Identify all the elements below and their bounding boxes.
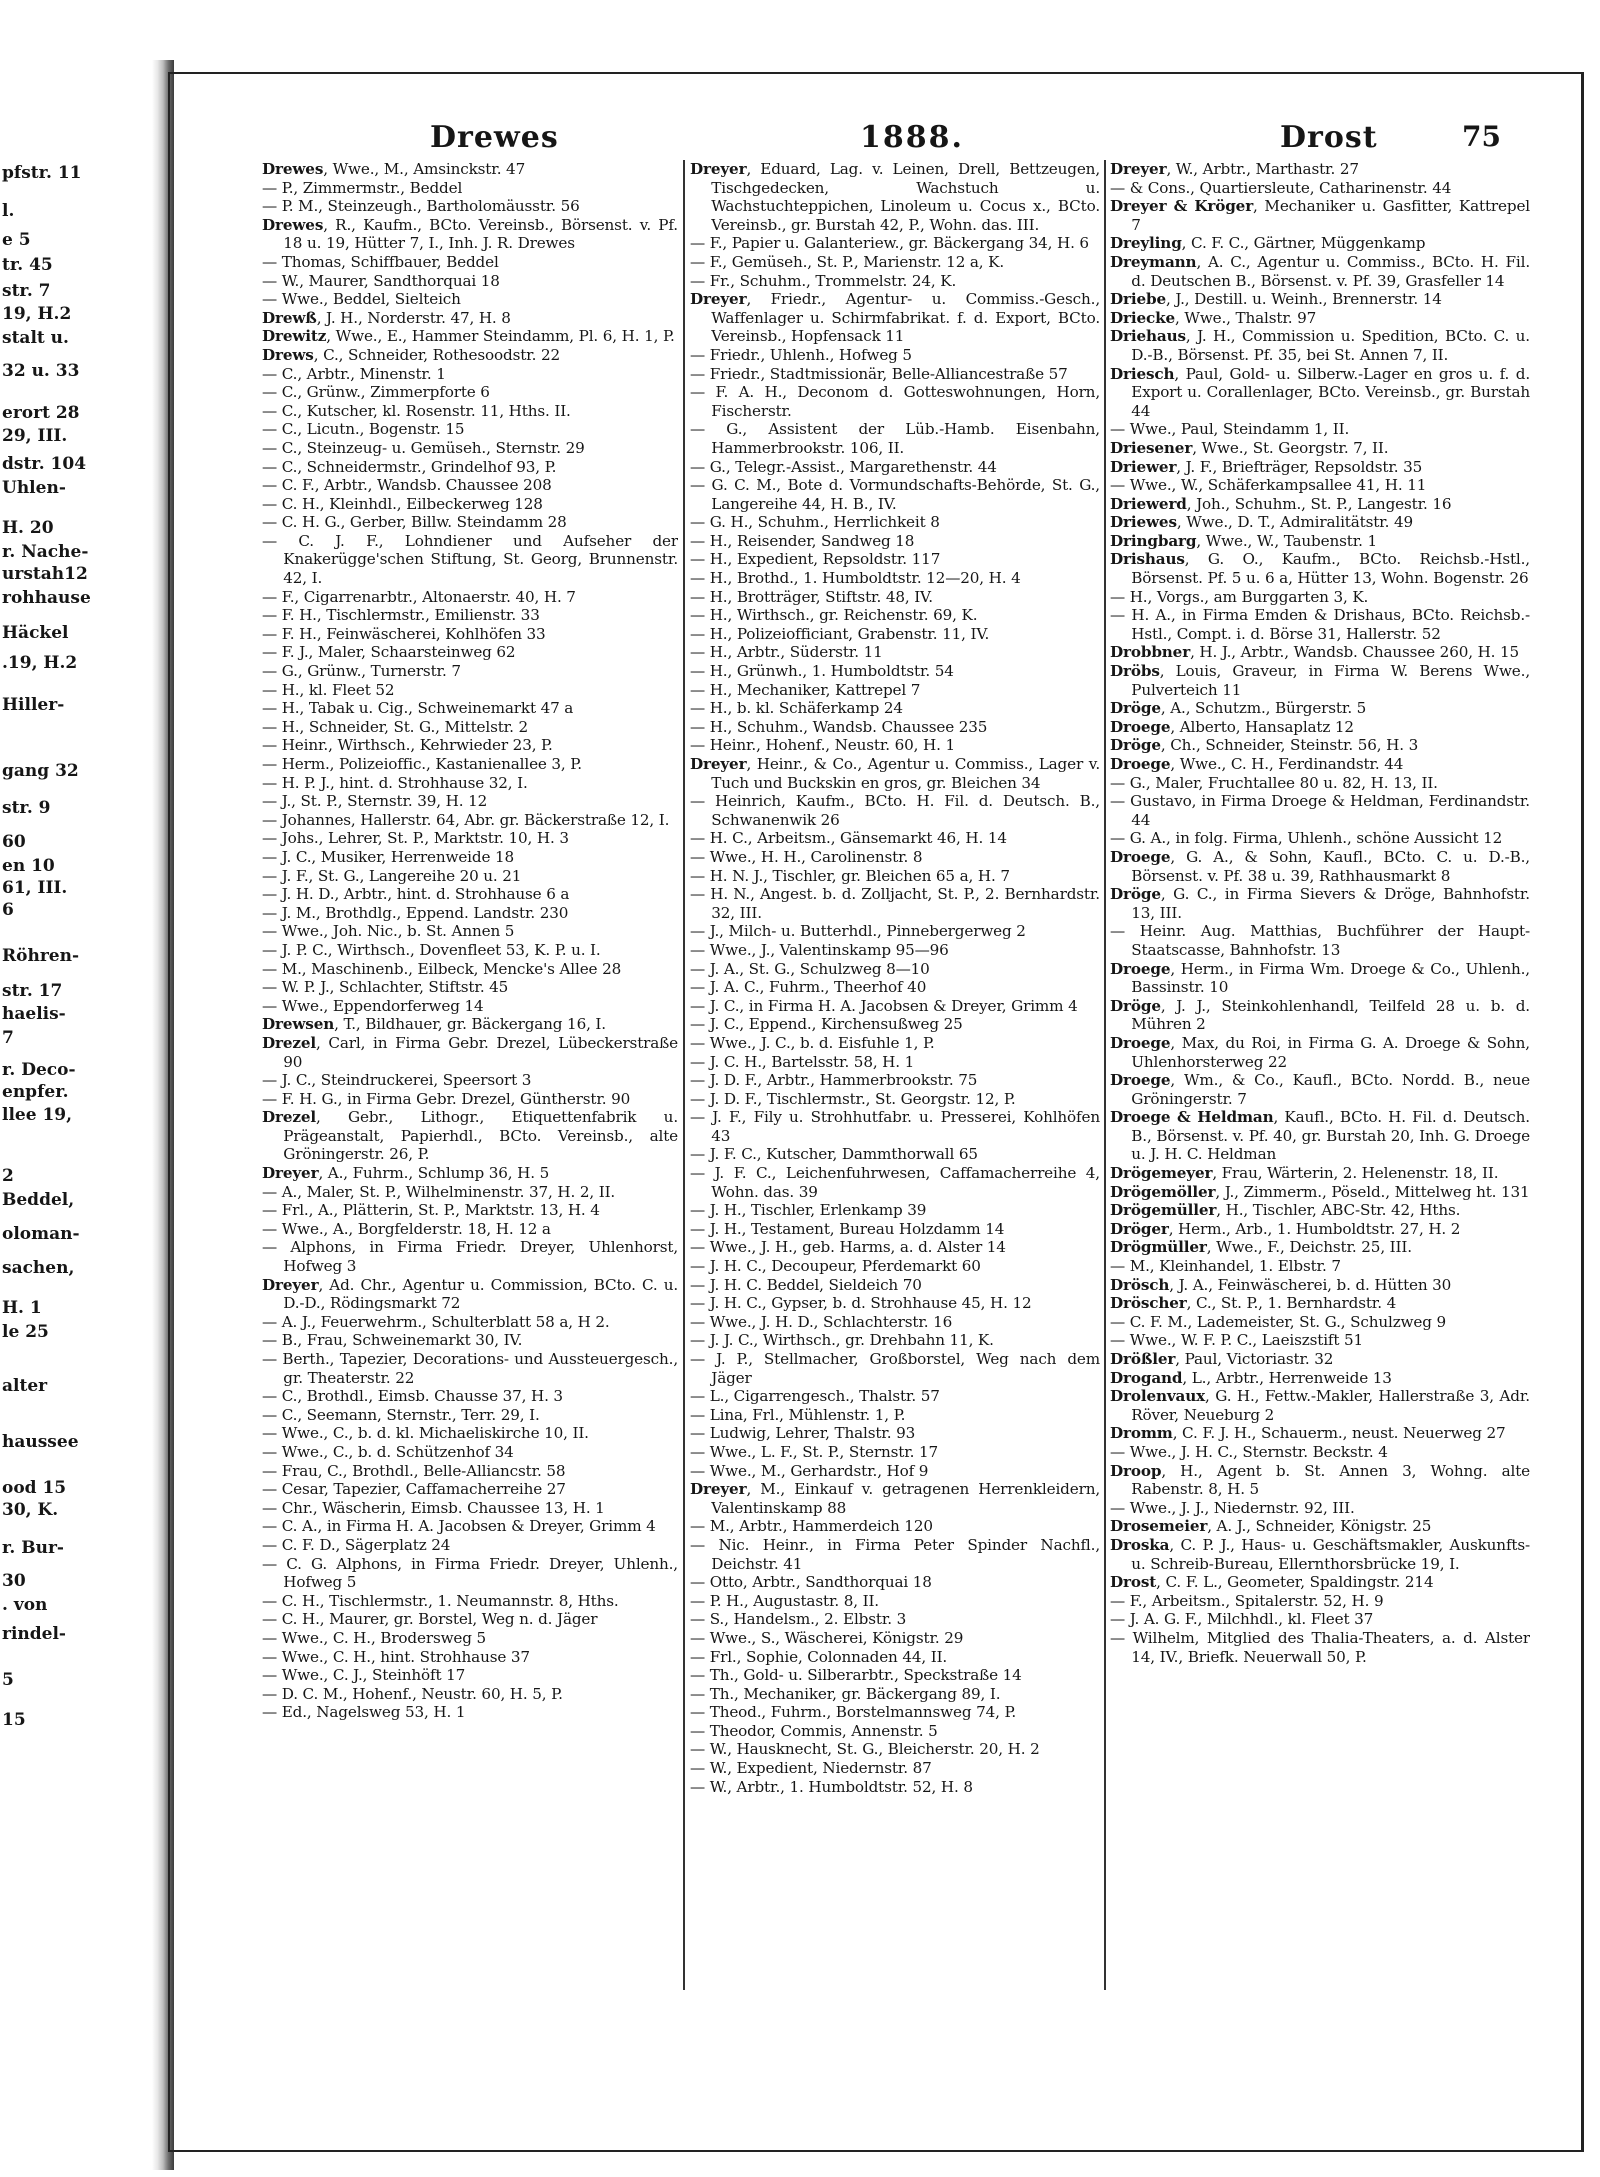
previous-page-text: 19, H.2 (2, 304, 72, 324)
directory-entry: — J. H., Testament, Bureau Holzdamm 14 (690, 1219, 1005, 1238)
directory-entry: — Frau, C., Brothdl., Belle-Alliancstr. 58 (262, 1461, 566, 1480)
directory-entry: — C. H., Kleinhdl., Eilbeckerweg 128 (262, 494, 543, 513)
directory-entry: — F. J., Maler, Schaarsteinweg 62 (262, 643, 516, 662)
directory-entry: Driesch, Paul, Gold- u. Silberw.-Lager en gros u. f. d. Export u. Corallenlager, BCto. Vereinsb., gr. Burstah 44 (1110, 364, 1530, 420)
directory-entry: — J. P. C., Wirthsch., Dovenfleet 53, K. P. u. I. (262, 940, 601, 959)
directory-entry: — Ed., Nagelsweg 53, H. 1 (262, 1703, 466, 1722)
previous-page-text: en 10 (2, 856, 55, 876)
directory-entry: Drögemeyer, Frau, Wärterin, 2. Helenenstr. 18, II. (1110, 1164, 1499, 1183)
directory-entry: Dreyer, Ad. Chr., Agentur u. Commission, BCto. C. u. D.-D., Rödingsmarkt 72 (262, 1275, 678, 1313)
directory-entry: — Wwe., C. J., Steinhöft 17 (262, 1666, 466, 1685)
column-rule (683, 160, 685, 1990)
directory-entry: — W., Arbtr., 1. Humboldtstr. 52, H. 8 (690, 1777, 973, 1796)
previous-page-text: erort 28 (2, 403, 80, 423)
directory-entry: — M., Arbtr., Hammerdeich 120 (690, 1517, 933, 1536)
directory-entry: — H. N., Angest. b. d. Zolljacht, St. P., 2. Bernhardstr. 32, III. (690, 885, 1100, 922)
directory-entry: Driewer, J. F., Briefträger, Repsoldstr. 35 (1110, 457, 1423, 476)
directory-entry: — Wwe., L. F., St. P., Sternstr. 17 (690, 1442, 939, 1461)
directory-entry: Drolenvaux, G. H., Fettw.-Makler, Hallerstraße 3, Adr. Röver, Neueburg 2 (1110, 1387, 1530, 1424)
directory-entry: — Wwe., C. H., hint. Strohhause 37 (262, 1647, 530, 1666)
previous-page-text: tr. 45 (2, 255, 53, 275)
directory-entry: — Th., Gold- u. Silberarbtr., Speckstraße 14 (690, 1666, 1022, 1685)
directory-entry: — H., Schuhm., Wandsb. Chaussee 235 (690, 717, 988, 736)
previous-page-text: llee 19, (2, 1105, 73, 1125)
directory-entry: Drögmüller, Wwe., F., Deichstr. 25, III. (1110, 1238, 1412, 1257)
directory-entry: Droege, Wwe., C. H., Ferdinandstr. 44 (1110, 755, 1404, 773)
directory-entry: — H., Expedient, Repsoldstr. 117 (690, 550, 941, 569)
previous-page-text: rohhause (2, 588, 91, 608)
directory-entry: — Wwe., S., Wäscherei, Königstr. 29 (690, 1628, 964, 1647)
directory-entry: — J. P., Stellmacher, Großborstel, Weg nach dem Jäger (690, 1350, 1100, 1387)
previous-page-text: str. 7 (2, 281, 51, 301)
directory-entry: — C. H. G., Gerber, Billw. Steindamm 28 (262, 513, 567, 532)
directory-entry: Drezel, Carl, in Firma Gebr. Drezel, Lübeckerstraße 90 (262, 1033, 678, 1071)
directory-entry: Dreyer & Kröger, Mechaniker u. Gasfitter, Kattrepel 7 (1110, 197, 1530, 234)
directory-entry: — C., Seemann, Sternstr., Terr. 29, I. (262, 1405, 540, 1424)
directory-entry: — W. P. J., Schlachter, Stiftstr. 45 (262, 978, 509, 997)
directory-entry: — J. F., St. G., Langereihe 20 u. 21 (262, 866, 522, 885)
directory-entry: — Heinr., Wirthsch., Kehrwieder 23, P. (262, 736, 553, 755)
directory-entry: — Wwe., C. H., Brodersweg 5 (262, 1628, 487, 1647)
directory-entry: — J. F. C., Leichenfuhrwesen, Caffamacherreihe 4, Wohn. das. 39 (690, 1164, 1100, 1201)
directory-entry: — Wwe., J. H., geb. Harms, a. d. Alster 14 (690, 1238, 1006, 1257)
directory-entry: — F., Arbeitsm., Spitalerstr. 52, H. 9 (1110, 1591, 1384, 1610)
previous-page-text: str. 9 (2, 798, 51, 818)
directory-entry: Drewes, Wwe., M., Amsinckstr. 47 (262, 160, 526, 178)
directory-entry: — H., Polizeiofficiant, Grabenstr. 11, IV. (690, 624, 990, 643)
previous-page-text: pfstr. 11 (2, 163, 82, 183)
directory-entry: — F. H., Feinwäscherei, Kohlhöfen 33 (262, 624, 546, 643)
directory-entry: — H., Tabak u. Cig., Schweinemarkt 47 a (262, 699, 574, 718)
directory-entry: — H., Reisender, Sandweg 18 (690, 531, 915, 550)
directory-entry: — G., Assistent der Lüb.-Hamb. Eisenbahn, Hammerbrookstr. 106, II. (690, 420, 1100, 457)
directory-column-3 (1110, 160, 1530, 1960)
directory-entry: Driecke, Wwe., Thalstr. 97 (1110, 308, 1317, 327)
directory-entry: — G. A., in folg. Firma, Uhlenh., schöne Aussicht 12 (1110, 829, 1503, 848)
directory-entry: — J. C., Musiker, Herrenweide 18 (262, 847, 514, 866)
directory-entry: Drewes, R., Kaufm., BCto. Vereinsb., Börsenst. v. Pf. 18 u. 19, Hütter 7, I., Inh. J. R. Drewes (262, 215, 678, 253)
directory-entry: — J. J. C., Wirthsch., gr. Drehbahn 11, K. (690, 1331, 994, 1350)
directory-entry: Dringbarg, Wwe., W., Taubenstr. 1 (1110, 531, 1377, 550)
directory-entry: — J. A. G. F., Milchhdl., kl. Fleet 37 (1110, 1610, 1374, 1629)
directory-entry: — C. F., Arbtr., Wandsb. Chaussee 208 (262, 476, 552, 495)
directory-entry: Drößler, Paul, Victoriastr. 32 (1110, 1350, 1334, 1368)
header-right-catchword: Drost (1280, 120, 1378, 155)
directory-entry: — Frl., Sophie, Colonnaden 44, II. (690, 1647, 948, 1666)
directory-entry: — C. F. M., Lademeister, St. G., Schulzweg 9 (1110, 1312, 1447, 1331)
previous-page-text: 15 (2, 1710, 26, 1730)
directory-entry: Drogand, L., Arbtr., Herrenweide 13 (1110, 1368, 1392, 1387)
previous-page-text: dstr. 104 (2, 454, 87, 474)
directory-column-2 (690, 160, 1100, 1960)
directory-entry: — Th., Mechaniker, gr. Bäckergang 89, I. (690, 1684, 1001, 1703)
directory-entry: — G., Telegr.-Assist., Margarethenstr. 44 (690, 457, 997, 476)
previous-page-text: le 25 (2, 1322, 49, 1342)
directory-entry: — J. H., Tischler, Erlenkamp 39 (690, 1201, 927, 1220)
directory-entry: — H. P. J., hint. d. Strohhause 32, I. (262, 773, 528, 792)
previous-page-text: Hiller- (2, 695, 65, 715)
previous-page-text: sachen, (2, 1258, 75, 1278)
directory-entry: Drösch, J. A., Feinwäscherei, b. d. Hütten 30 (1110, 1275, 1452, 1294)
directory-entry: — G. H., Schuhm., Herrlichkeit 8 (690, 513, 940, 532)
directory-entry: — H., b. kl. Schäferkamp 24 (690, 699, 903, 718)
directory-entry: Droop, H., Agent b. St. Annen 3, Wohng. alte Rabenstr. 8, H. 5 (1110, 1461, 1530, 1499)
directory-entry: — C., Arbtr., Minenstr. 1 (262, 364, 446, 383)
header-left-catchword: Drewes (430, 120, 559, 155)
directory-entry: — Wwe., Paul, Steindamm 1, II. (1110, 420, 1350, 439)
directory-entry: Dröge, G. C., in Firma Sievers & Dröge, Bahnhofstr. 13, III. (1110, 885, 1530, 922)
directory-entry: Drögemüller, H., Tischler, ABC-Str. 42, Hths. (1110, 1201, 1461, 1220)
directory-entry: — J. H. D., Arbtr., hint. d. Strohhause 6 a (262, 885, 570, 904)
directory-entry: Dromm, C. F. J. H., Schauerm., neust. Neuerweg 27 (1110, 1424, 1506, 1443)
directory-entry: Drewsen, T., Bildhauer, gr. Bäckergang 16, I. (262, 1015, 606, 1034)
previous-page-text: enpfer. (2, 1082, 69, 1102)
directory-entry: — H., Wirthsch., gr. Reichenstr. 69, K. (690, 606, 978, 625)
directory-entry: — G., Grünw., Turnerstr. 7 (262, 662, 461, 681)
directory-entry: — J. H. C., Decoupeur, Pferdemarkt 60 (690, 1257, 981, 1276)
directory-entry: — Alphons, in Firma Friedr. Dreyer, Uhlenhorst, Hofweg 3 (262, 1238, 678, 1276)
previous-page-text: 7 (2, 1028, 14, 1048)
directory-entry: — J. H. C. Beddel, Sieldeich 70 (690, 1275, 922, 1294)
directory-entry: — Nic. Heinr., in Firma Peter Spinder Nachfl., Deichstr. 41 (690, 1535, 1100, 1573)
previous-page-fragment (0, 0, 152, 2177)
directory-entry: — Johs., Lehrer, St. P., Marktstr. 10, H. 3 (262, 829, 569, 848)
directory-entry: Drost, C. F. L., Geometer, Spaldingstr. 214 (1110, 1573, 1434, 1592)
directory-entry: Drezel, Gebr., Lithogr., Etiquettenfabrik u. Prägeanstalt, Papierhdl., BCto. Vereinsb., alte Gröningerstr. 26, P. (262, 1108, 678, 1164)
directory-entry: — H. N. J., Tischler, gr. Bleichen 65 a, H. 7 (690, 866, 1010, 885)
directory-entry: — H., kl. Fleet 52 (262, 680, 395, 699)
directory-entry: Dröscher, C., St. P., 1. Bernhardstr. 4 (1110, 1294, 1397, 1313)
directory-entry: — Heinrich, Kaufm., BCto. H. Fil. d. Deutsch. B., Schwanenwik 26 (690, 792, 1100, 829)
directory-entry: Dreyer, Friedr., Agentur- u. Commiss.-Gesch., Waffenlager u. Schirmfabrikat. f. d. Export, BCto. Vereinsb., Hopfensack 11 (690, 290, 1100, 346)
directory-entry: Droege & Heldman, Kaufl., BCto. H. Fil. d. Deutsch. B., Börsenst. v. Pf. 40, gr. Burstah 20, Inh. G. Droege u. J. H. C. Heldman (1110, 1108, 1530, 1164)
previous-page-text: H. 1 (2, 1298, 42, 1318)
directory-entry: — C., Steinzeug- u. Gemüseh., Sternstr. 29 (262, 438, 585, 457)
directory-entry: — J., St. P., Sternstr. 39, H. 12 (262, 792, 488, 811)
directory-entry: — J. A., St. G., Schulzweg 8—10 (690, 959, 930, 978)
previous-page-text: Beddel, (2, 1190, 75, 1210)
directory-entry: — Wwe., C., b. d. kl. Michaeliskirche 10, II. (262, 1424, 589, 1443)
directory-entry: — H., Grünwh., 1. Humboldtstr. 54 (690, 662, 954, 681)
previous-page-text: l. (2, 201, 15, 221)
directory-entry: Droska, C. P. J., Haus- u. Geschäftsmakler, Auskunfts- u. Schreib-Bureau, Ellernthorsbrücke 19, I. (1110, 1535, 1530, 1573)
directory-entry: Droege, Max, du Roi, in Firma G. A. Droege & Sohn, Uhlenhorsterweg 22 (1110, 1033, 1530, 1071)
previous-page-text: . von (2, 1595, 48, 1615)
directory-entry: — H., Mechaniker, Kattrepel 7 (690, 680, 921, 699)
directory-entry: — J. A. C., Fuhrm., Theerhof 40 (690, 978, 927, 997)
directory-entry: Dröge, J. J., Steinkohlenhandl, Teilfeld 28 u. b. d. Mühren 2 (1110, 996, 1530, 1034)
directory-entry: — Ludwig, Lehrer, Thalstr. 93 (690, 1424, 916, 1443)
directory-entry: — Berth., Tapezier, Decorations- und Aussteuergesch., gr. Theaterstr. 22 (262, 1350, 678, 1387)
directory-entry: — J. F. C., Kutscher, Dammthorwall 65 (690, 1145, 978, 1164)
directory-entry: — J. M., Brothdlg., Eppend. Landstr. 230 (262, 903, 569, 922)
directory-entry: — H., Brothd., 1. Humboldtstr. 12—20, H. 4 (690, 569, 1021, 588)
directory-entry: — Wwe., J. J., Niedernstr. 92, III. (1110, 1498, 1355, 1517)
directory-entry: Dröge, A., Schutzm., Bürgerstr. 5 (1110, 699, 1367, 718)
previous-page-text: rindel- (2, 1624, 66, 1644)
directory-entry: — B., Frau, Schweinemarkt 30, IV. (262, 1331, 523, 1350)
directory-entry: Drews, C., Schneider, Rothesoodstr. 22 (262, 345, 560, 364)
directory-entry: — Theod., Fuhrm., Borstelmannsweg 74, P. (690, 1703, 1017, 1722)
directory-entry: — C. F. D., Sägerplatz 24 (262, 1535, 451, 1554)
directory-entry: — Wwe., M., Gerhardstr., Hof 9 (690, 1461, 929, 1480)
previous-page-text: urstah12 (2, 564, 88, 584)
directory-entry: — Frl., A., Plätterin, St. P., Marktstr. 13, H. 4 (262, 1201, 600, 1220)
previous-page-text: e 5 (2, 230, 31, 250)
header-year: 1888. (860, 120, 964, 155)
previous-page-text: haelis- (2, 1004, 66, 1024)
directory-entry: Dreymann, A. C., Agentur u. Commiss., BCto. H. Fil. d. Deutschen B., Börsenst. v. Pf. 39, Grasfeller 14 (1110, 252, 1530, 290)
directory-entry: Dröbs, Louis, Graveur, in Firma W. Berens Wwe., Pulverteich 11 (1110, 662, 1530, 699)
directory-entry: — H., Vorgs., am Burggarten 3, K. (1110, 587, 1369, 606)
directory-entry: — Fr., Schuhm., Trommelstr. 24, K. (690, 271, 957, 290)
directory-entry: — Wwe., J. H. C., Sternstr. Beckstr. 4 (1110, 1442, 1388, 1461)
previous-page-text: ood 15 (2, 1478, 67, 1498)
directory-entry: Drosemeier, A. J., Schneider, Königstr. 25 (1110, 1517, 1432, 1536)
previous-page-text: .19, H.2 (2, 653, 78, 673)
directory-entry: — J., Milch- u. Butterhdl., Pinnebergerweg 2 (690, 922, 1026, 941)
previous-page-text: 2 (2, 1166, 14, 1186)
directory-entry: — Wwe., C., b. d. Schützenhof 34 (262, 1442, 514, 1461)
directory-entry: — W., Expedient, Niedernstr. 87 (690, 1759, 932, 1778)
directory-entry: — J. C., in Firma H. A. Jacobsen & Dreyer, Grimm 4 (690, 996, 1078, 1015)
directory-entry: — H. A., in Firma Emden & Drishaus, BCto. Reichsb.-Hstl., Compt. i. d. Börse 31, Hallerstr. 52 (1110, 606, 1530, 643)
directory-entry: — D. C. M., Hohenf., Neustr. 60, H. 5, P. (262, 1684, 563, 1703)
directory-entry: — Friedr., Stadtmissionär, Belle-Alliancestraße 57 (690, 364, 1068, 383)
directory-entry: — Cesar, Tapezier, Caffamacherreihe 27 (262, 1480, 566, 1499)
previous-page-text: r. Nache- (2, 542, 89, 562)
page-header (200, 120, 1540, 160)
directory-entry: — F., Gemüseh., St. P., Marienstr. 12 a, K. (690, 252, 1005, 271)
directory-entry: — P. M., Steinzeugh., Bartholomäusstr. 56 (262, 197, 580, 216)
directory-entry: Driesener, Wwe., St. Georgstr. 7, II. (1110, 438, 1389, 457)
directory-entry: — C. G. Alphons, in Firma Friedr. Dreyer, Uhlenh., Hofweg 5 (262, 1554, 678, 1592)
directory-entry: Drewß, J. H., Norderstr. 47, H. 8 (262, 308, 511, 327)
directory-entry: — F., Cigarrenarbtr., Altonaerstr. 40, H. 7 (262, 587, 576, 606)
column-rule (1104, 160, 1106, 1990)
directory-entry: — Thomas, Schiffbauer, Beddel (262, 252, 499, 271)
directory-entry: — Wwe., J. H. D., Schlachterstr. 16 (690, 1312, 953, 1331)
previous-page-text: Häckel (2, 623, 69, 643)
directory-entry: — Wwe., Joh. Nic., b. St. Annen 5 (262, 922, 515, 941)
previous-page-text: 30 (2, 1571, 26, 1591)
directory-entry: Dreyer, A., Fuhrm., Schlump 36, H. 5 (262, 1164, 550, 1183)
directory-entry: — Wwe., W., Schäferkampsallee 41, H. 11 (1110, 476, 1427, 495)
directory-entry: — W., Maurer, Sandthorquai 18 (262, 271, 500, 290)
directory-entry: Dreyer, Heinr., & Co., Agentur u. Commiss., Lager v. Tuch und Buckskin en gros, gr. Bleichen 34 (690, 755, 1100, 792)
previous-page-text: oloman- (2, 1224, 80, 1244)
directory-entry: — C., Licutn., Bogenstr. 15 (262, 420, 465, 439)
directory-entry: — Gustavo, in Firma Droege & Heldman, Ferdinandstr. 44 (1110, 792, 1530, 829)
directory-entry: — C., Grünw., Zimmerpforte 6 (262, 383, 490, 402)
directory-entry: — H., Schneider, St. G., Mittelstr. 2 (262, 717, 528, 736)
directory-entry: — Wilhelm, Mitglied des Thalia-Theaters, a. d. Alster 14, IV., Briefk. Neuerwall 50, P. (1110, 1628, 1530, 1666)
previous-page-text: 32 u. 33 (2, 361, 80, 381)
directory-entry: Dröger, Herm., Arb., 1. Humboldtstr. 27, H. 2 (1110, 1219, 1461, 1238)
previous-page-text: 61, III. (2, 878, 68, 898)
directory-entry: — C. H., Maurer, gr. Borstel, Weg n. d. Jäger (262, 1610, 598, 1629)
directory-entry: — Wwe., J. C., b. d. Eisfuhle 1, P. (690, 1033, 935, 1052)
directory-entry: Dreyer, M., Einkauf v. getragenen Herrenkleidern, Valentinskamp 88 (690, 1480, 1100, 1517)
directory-entry: Dreyling, C. F. C., Gärtner, Müggenkamp (1110, 234, 1426, 253)
directory-entry: — C., Kutscher, kl. Rosenstr. 11, Hths. II. (262, 401, 571, 420)
directory-entry: — G., Maler, Fruchtallee 80 u. 82, H. 13, II. (1110, 773, 1438, 792)
directory-entry: — Wwe., Eppendorferweg 14 (262, 996, 484, 1015)
directory-entry: — C. A., in Firma H. A. Jacobsen & Dreyer, Grimm 4 (262, 1517, 656, 1536)
directory-entry: Driebe, J., Destill. u. Weinh., Brennerstr. 14 (1110, 290, 1442, 309)
directory-entry: — Wwe., J., Valentinskamp 95—96 (690, 940, 949, 959)
previous-page-text: haussee (2, 1432, 79, 1452)
previous-page-text: r. Deco- (2, 1060, 76, 1080)
directory-entry: — F. H., Tischlermstr., Emilienstr. 33 (262, 606, 540, 625)
directory-entry: — A. J., Feuerwehrm., Schulterblatt 58 a, H 2. (262, 1312, 610, 1331)
directory-entry: Droege, Wm., & Co., Kaufl., BCto. Nordd. B., neue Gröningerstr. 7 (1110, 1071, 1530, 1108)
directory-entry: — C. H., Tischlermstr., 1. Neumannstr. 8, Hths. (262, 1591, 619, 1610)
directory-entry: — M., Kleinhandel, 1. Elbstr. 7 (1110, 1257, 1341, 1276)
directory-entry: Driehaus, J. H., Commission u. Spedition, BCto. C. u. D.-B., Börsenst. Pf. 35, bei St. Annen 7, II. (1110, 327, 1530, 364)
directory-entry: — Heinr. Aug. Matthias, Buchführer der Haupt-Staatscasse, Bahnhofstr. 13 (1110, 922, 1530, 959)
previous-page-text: Röhren- (2, 946, 80, 966)
directory-entry: Droege, Alberto, Hansaplatz 12 (1110, 717, 1354, 736)
directory-entry: — M., Maschinenb., Eilbeck, Mencke's Allee 28 (262, 959, 622, 978)
directory-entry: — J. C. H., Bartelsstr. 58, H. 1 (690, 1052, 915, 1071)
previous-page-text: alter (2, 1376, 48, 1396)
directory-entry: — Chr., Wäscherin, Eimsb. Chaussee 13, H. 1 (262, 1498, 605, 1517)
previous-page-text: r. Bur- (2, 1538, 64, 1558)
directory-entry: — Wwe., W. F. P. C., Laeiszstift 51 (1110, 1331, 1364, 1350)
directory-entry: — W., Hausknecht, St. G., Bleicherstr. 20, H. 2 (690, 1740, 1040, 1759)
directory-entry: — Wwe., A., Borgfelderstr. 18, H. 12 a (262, 1219, 551, 1238)
previous-page-text: 60 (2, 832, 26, 852)
directory-entry: Dreyer, Eduard, Lag. v. Leinen, Drell, Bettzeugen, Tischgedecken, Wachstuch u. Wachstuchteppichen, Linoleum u. Cocus x., BCto. Vereinsb., gr. Burstah 42, P., Wohn. das. III. (690, 160, 1100, 234)
previous-page-text: Uhlen- (2, 478, 66, 498)
directory-entry: — C. J. F., Lohndiener und Aufseher der Knakerügge'schen Stiftung, St. Georg, Brunnenstr. 42, I. (262, 531, 678, 588)
directory-entry: Drishaus, G. O., Kaufm., BCto. Reichsb.-Hstl., Börsenst. Pf. 5 u. 6 a, Hütter 13, Wohn. Bogenstr. 26 (1110, 550, 1530, 588)
previous-page-text: stalt u. (2, 328, 69, 348)
directory-entry: Driewerd, Joh., Schuhm., St. P., Langestr. 16 (1110, 494, 1452, 513)
directory-entry: — J. D. F., Tischlermstr., St. Georgstr. 12, P. (690, 1089, 1016, 1108)
directory-entry: — Otto, Arbtr., Sandthorquai 18 (690, 1573, 932, 1592)
previous-page-text: 30, K. (2, 1500, 59, 1520)
directory-entry: — P. H., Augustastr. 8, II. (690, 1591, 879, 1610)
previous-page-text: 29, III. (2, 426, 68, 446)
directory-entry: — F., Papier u. Galanteriew., gr. Bäckergang 34, H. 6 (690, 234, 1089, 253)
directory-entry: Dröge, Ch., Schneider, Steinstr. 56, H. 3 (1110, 736, 1419, 755)
directory-entry: Drögemöller, J., Zimmerm., Pöseld., Mittelweg ht. 131 (1110, 1182, 1530, 1201)
page-number: 75 (1462, 120, 1501, 153)
directory-entry: — Johannes, Hallerstr. 64, Abr. gr. Bäckerstraße 12, I. (262, 810, 670, 829)
directory-entry: Droege, Herm., in Firma Wm. Droege & Co., Uhlenh., Bassinstr. 10 (1110, 959, 1530, 997)
directory-column-1 (262, 160, 678, 1960)
directory-entry: — J. F., Fily u. Strohhutfabr. u. Presserei, Kohlhöfen 43 (690, 1108, 1100, 1145)
directory-entry: Driewes, Wwe., D. T., Admiralitätstr. 49 (1110, 513, 1414, 532)
directory-entry: — L., Cigarrengesch., Thalstr. 57 (690, 1387, 940, 1406)
directory-entry: — Heinr., Hohenf., Neustr. 60, H. 1 (690, 736, 955, 755)
directory-entry: — & Cons., Quartiersleute, Catharinenstr. 44 (1110, 178, 1452, 197)
directory-entry: Drobbner, H. J., Arbtr., Wandsb. Chaussee 260, H. 15 (1110, 643, 1520, 662)
directory-entry: — F. H. G., in Firma Gebr. Drezel, Güntherstr. 90 (262, 1089, 631, 1108)
directory-entry: — H., Brotträger, Stiftstr. 48, IV. (690, 587, 933, 606)
directory-entry: — Theodor, Commis, Annenstr. 5 (690, 1721, 938, 1740)
directory-entry: — G. C. M., Bote d. Vormundschafts-Behörde, St. G., Langereihe 44, H. B., IV. (690, 476, 1100, 513)
directory-entry: Droege, G. A., & Sohn, Kaufl., BCto. C. u. D.-B., Börsenst. v. Pf. 38 u. 39, Rathhausmarkt 8 (1110, 847, 1530, 885)
previous-page-text: H. 20 (2, 518, 54, 538)
directory-entry: — J. C., Steindruckerei, Speersort 3 (262, 1071, 532, 1090)
directory-entry: — C., Schneidermstr., Grindelhof 93, P. (262, 457, 557, 476)
directory-entry: — C., Brothdl., Eimsb. Chausse 37, H. 3 (262, 1387, 563, 1406)
directory-entry: Dreyer, W., Arbtr., Marthastr. 27 (1110, 160, 1359, 178)
directory-entry: — J. D. F., Arbtr., Hammerbrookstr. 75 (690, 1071, 978, 1090)
directory-entry: — J. C., Eppend., Kirchensußweg 25 (690, 1015, 963, 1034)
directory-entry: — P., Zimmermstr., Beddel (262, 178, 463, 197)
directory-entry: — A., Maler, St. P., Wilhelminenstr. 37, H. 2, II. (262, 1182, 616, 1201)
directory-entry: — S., Handelsm., 2. Elbstr. 3 (690, 1610, 907, 1629)
previous-page-text: 6 (2, 900, 14, 920)
directory-entry: Drewitz, Wwe., E., Hammer Steindamm, Pl. 6, H. 1, P. (262, 327, 675, 346)
previous-page-text: gang 32 (2, 761, 79, 781)
directory-entry: — F. A. H., Deconom d. Gotteswohnungen, Horn, Fischerstr. (690, 383, 1100, 420)
previous-page-text: 5 (2, 1670, 14, 1690)
directory-entry: — J. H. C., Gypser, b. d. Strohhause 45, H. 12 (690, 1294, 1032, 1313)
directory-entry: — Herm., Polizeioffic., Kastanienallee 3, P. (262, 755, 582, 773)
directory-entry: — H. C., Arbeitsm., Gänsemarkt 46, H. 14 (690, 829, 1007, 848)
previous-page-text: str. 17 (2, 981, 63, 1001)
directory-entry: — Lina, Frl., Mühlenstr. 1, P. (690, 1405, 906, 1424)
directory-entry: — Wwe., Beddel, Sielteich (262, 290, 461, 309)
directory-entry: — Wwe., H. H., Carolinenstr. 8 (690, 847, 923, 866)
directory-entry: — Friedr., Uhlenh., Hofweg 5 (690, 345, 912, 364)
directory-entry: — H., Arbtr., Süderstr. 11 (690, 643, 883, 662)
